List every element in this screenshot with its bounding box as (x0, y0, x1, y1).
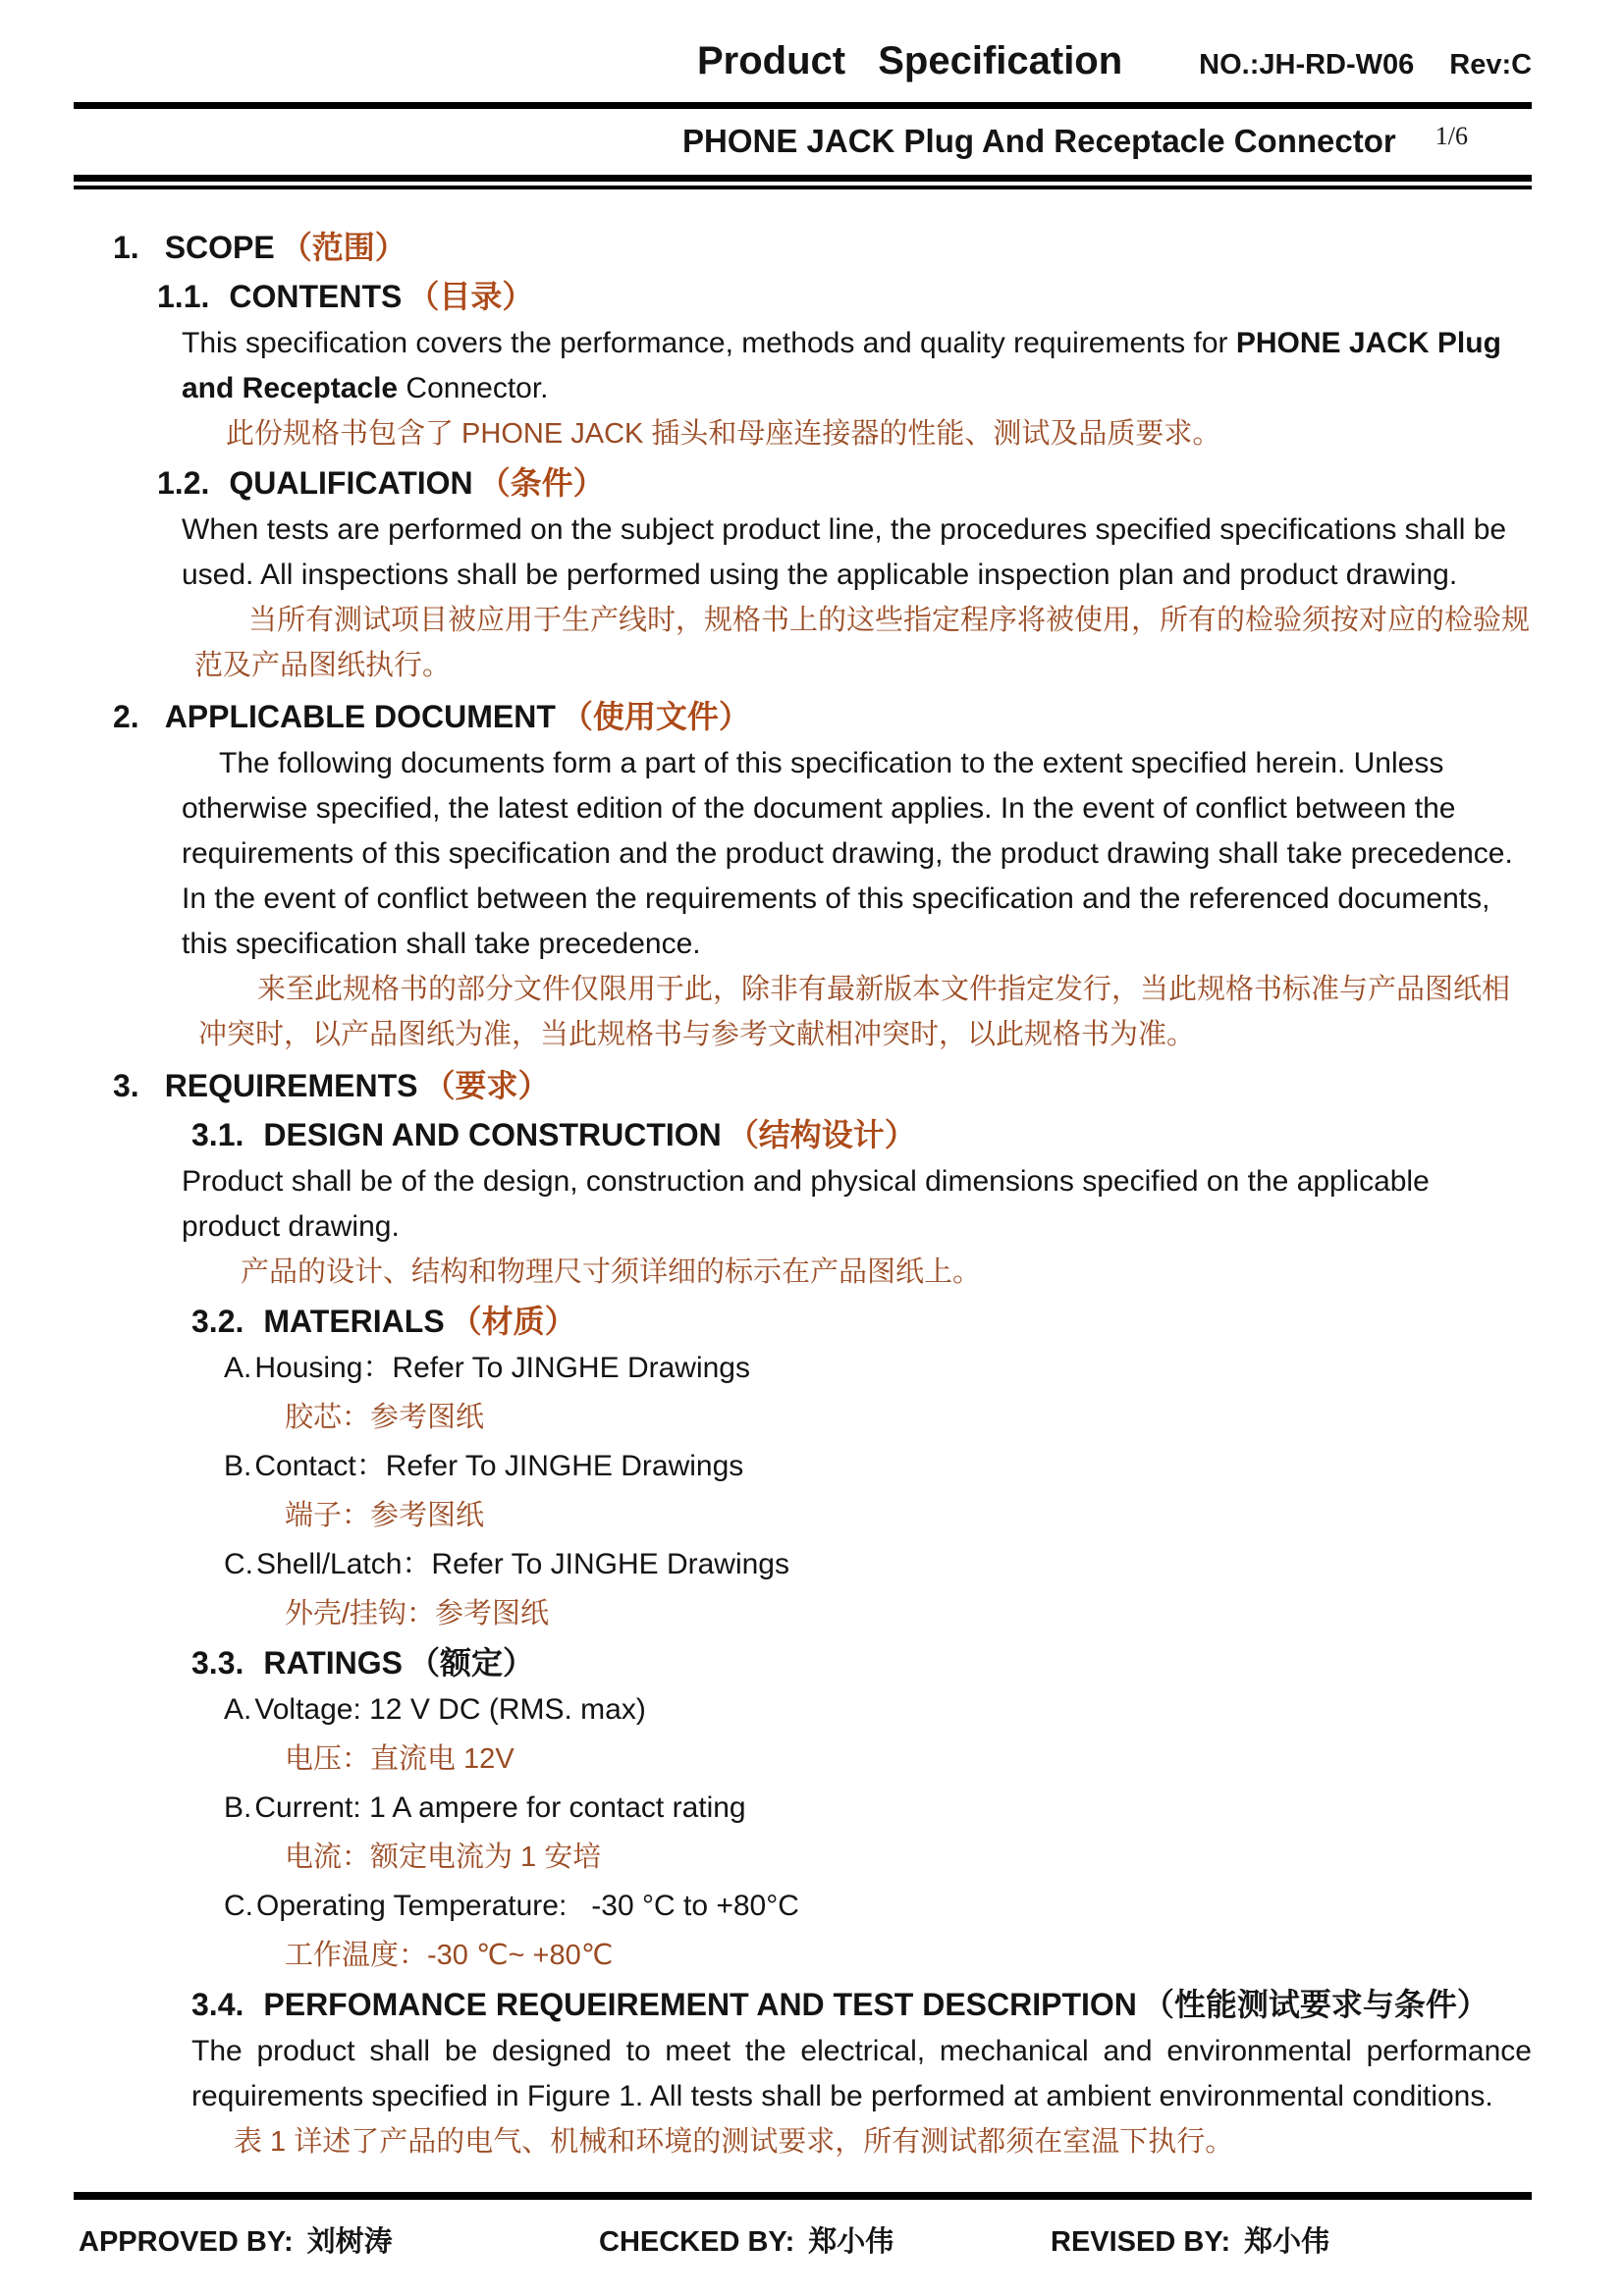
document-subtitle: PHONE JACK Plug And Receptacle Connector (682, 123, 1396, 159)
heading-title: PERFOMANCE REQUEIREMENT AND TEST DESCRIPTION (263, 1987, 1137, 2022)
heading-design-construction (191, 1112, 1532, 1157)
header-title-row (697, 35, 1532, 90)
item-text: Housing：Refer To JINGHE Drawings (254, 1352, 750, 1384)
heading-title: RATINGS (263, 1645, 403, 1681)
header-bottom-rule-thick (74, 175, 1532, 182)
heading-requirements (113, 1063, 1532, 1108)
heading-number: 1.1. (157, 279, 210, 314)
heading-title: APPLICABLE DOCUMENT (164, 699, 556, 734)
heading-title: DESIGN AND CONSTRUCTION (263, 1117, 722, 1152)
footer-checked (599, 2220, 1051, 2264)
heading-title: MATERIALS (263, 1304, 445, 1339)
item-text: Shell/Latch：Refer To JINGHE Drawings (256, 1548, 789, 1580)
footer-rule (74, 2192, 1532, 2200)
heading-title: SCOPE (164, 230, 275, 265)
paragraph-text: This specification covers the performance, methods and quality requirements for (182, 327, 1236, 359)
checked-by-label: CHECKED BY: (599, 2226, 795, 2258)
heading-title-zh: （要求） (423, 1068, 550, 1103)
paragraph-text-bold: PHONE JACK Plug and Receptacle (182, 327, 1501, 404)
heading-title-zh: （结构设计） (727, 1117, 916, 1152)
checked-by-name: 郑小伟 (808, 2226, 894, 2258)
item-letter: A. (224, 1693, 252, 1726)
list-item-voltage-zh: 电压：直流电 12V (285, 1743, 514, 1775)
heading-title-zh: （目录） (407, 279, 534, 314)
heading-qualification (157, 460, 1532, 506)
list-item-operating-temperature (224, 1884, 1532, 1929)
item-text: Current: 1 A ampere for contact rating (254, 1791, 746, 1824)
list-item-operating-temperature-zh: 工作温度：-30 ℃~ +80℃ (285, 1940, 614, 1971)
list-item-voltage (224, 1687, 1532, 1733)
heading-title-zh: （性能测试要求与条件） (1142, 1987, 1489, 2022)
heading-number: 3. (113, 1068, 139, 1103)
list-item-current-zh: 电流：额定电流为 1 安培 (285, 1842, 602, 1873)
list-item-housing-zh: 胶芯：参考图纸 (285, 1402, 485, 1433)
paragraph-applicable-zh: 来至此规格书的部分文件仅限用于此，除非有最新版本文件指定发行，当此规格书标准与产品图纸相冲突时，以产品图纸为准，当此规格书与参考文献相冲突时，以此规格书为准。 (198, 974, 1511, 1050)
paragraph-contents-zh: 此份规格书包含了 PHONE JACK 插头和母座连接器的性能、测试及品质要求。 (226, 418, 1221, 450)
list-item-current (224, 1786, 1532, 1831)
heading-scope (113, 225, 1532, 270)
page-footer (79, 2220, 1532, 2264)
item-letter: A. (224, 1352, 252, 1384)
item-letter: C. (224, 1890, 253, 1922)
list-item-shell-latch-zh: 外壳/挂钩：参考图纸 (285, 1598, 550, 1629)
header-subtitle-row (682, 119, 1532, 167)
heading-applicable-document (113, 694, 1532, 739)
document-title: Product Specification (697, 39, 1123, 82)
item-letter: B. (224, 1791, 252, 1824)
heading-number: 3.3. (191, 1645, 244, 1681)
header-top-rule (74, 102, 1532, 109)
list-item-contact-zh: 端子：参考图纸 (285, 1500, 485, 1531)
heading-number: 3.2. (191, 1304, 244, 1339)
paragraph-performance: The product shall be designed to meet the electrical, mechanical and environmental performance requirements specified in Figure 1. All tests shall be performed at ambient environmental conditions. (191, 2035, 1532, 2112)
list-item-contact (224, 1444, 1532, 1489)
heading-title-zh: （条件） (478, 465, 605, 501)
heading-number: 2. (113, 699, 139, 734)
item-text: Operating Temperature: -30 °C to +80°C (256, 1890, 799, 1922)
heading-title-zh: （额定） (408, 1645, 535, 1681)
paragraph-text: Connector. (398, 372, 549, 404)
heading-performance (191, 1982, 1532, 2027)
footer-revised (1051, 2220, 1329, 2264)
heading-materials (191, 1299, 1532, 1344)
heading-number: 3.4. (191, 1987, 244, 2022)
item-text: Contact：Refer To JINGHE Drawings (254, 1450, 744, 1482)
item-letter: C. (224, 1548, 253, 1580)
paragraph-qualification: When tests are performed on the subject product line, the procedures specified specifications shall be used. All inspections shall be performed using the applicable inspection plan and product drawing. (182, 513, 1507, 591)
heading-ratings (191, 1640, 1532, 1685)
paragraph-qualification-zh: 当所有测试项目被应用于生产线时，规格书上的这些指定程序将被使用，所有的检验须按对应的检验规范及产品图纸执行。 (194, 605, 1531, 681)
paragraph-design-zh: 产品的设计、结构和物理尺寸须详细的标示在产品图纸上。 (241, 1256, 982, 1288)
paragraph-design: Product shall be of the design, construction and physical dimensions specified on the applicable product drawing. (182, 1165, 1430, 1243)
heading-title-zh: （材质） (450, 1304, 576, 1339)
list-item-housing (224, 1346, 1532, 1391)
doc-number-revision (1199, 39, 1532, 90)
paragraph-contents (182, 321, 1532, 411)
doc-number: NO.:JH-RD-W06 (1199, 49, 1415, 80)
heading-contents (157, 274, 1532, 319)
page-header (74, 35, 1532, 189)
heading-title: QUALIFICATION (229, 465, 473, 501)
heading-number: 3.1. (191, 1117, 244, 1152)
item-letter: B. (224, 1450, 252, 1482)
approved-by-label: APPROVED BY: (79, 2226, 294, 2258)
revised-by-name: 郑小伟 (1244, 2226, 1330, 2258)
doc-revision: Rev:C (1449, 49, 1533, 80)
heading-title-zh: （使用文件） (561, 699, 750, 734)
page-number: 1/6 (1435, 122, 1468, 150)
list-item-shell-latch (224, 1542, 1532, 1587)
heading-title: REQUIREMENTS (164, 1068, 418, 1103)
heading-title-zh: （范围） (280, 230, 406, 265)
revised-by-label: REVISED BY: (1051, 2226, 1231, 2258)
item-text: Voltage: 12 V DC (RMS. max) (254, 1693, 646, 1726)
approved-by-name: 刘树涛 (306, 2226, 393, 2258)
paragraph-performance-zh: 表 1 详述了产品的电气、机械和环境的测试要求，所有测试都须在室温下执行。 (234, 2126, 1234, 2158)
heading-number: 1. (113, 230, 139, 265)
footer-approved (79, 2220, 599, 2264)
heading-title: CONTENTS (229, 279, 403, 314)
document-body (74, 189, 1532, 2164)
heading-number: 1.2. (157, 465, 210, 501)
paragraph-applicable: The following documents form a part of this specification to the extent specified herein. Unless otherwise specified, the latest edition of the document applies. In the event of conflict between the requirements of this specification and the product drawing, the product drawing shall take precedence. In the event of conflict between the requirements of this specification and the referenced documents, this specification shall take precedence. (182, 747, 1513, 960)
